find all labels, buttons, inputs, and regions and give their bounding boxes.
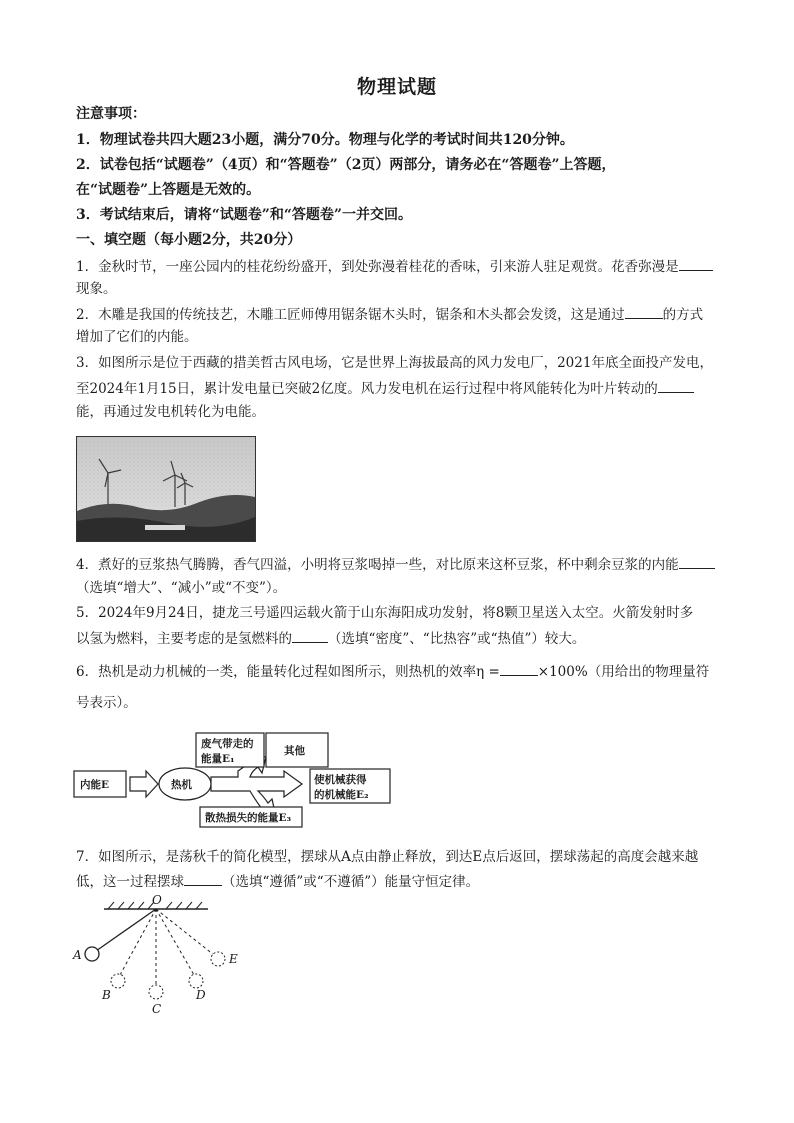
exhaust-label-2: 能量E₁ [201,753,235,765]
q2-text: 2．木雕是我国的传统技艺，木雕工匠师傅用锯条锯木头时，锯条和木头都会发烫，这是通过 [76,307,625,323]
q5-text-b: （选填“密度”、“比热容”或“热值”）较大。 [328,631,586,647]
exhaust-label-1: 废气带走的 [201,738,254,750]
string-d [156,909,194,975]
label-c: C [152,1002,162,1016]
q2-line1 [76,304,703,325]
label-e: E [229,952,238,966]
label-o: O [152,893,162,907]
q6-line2: 号表示）。 [76,695,137,711]
q1-blank [679,256,713,271]
ball-a [85,947,99,961]
output-label-1: 使机械获得 [314,774,367,786]
q7-text: 低，这一过程摆球 [76,874,184,890]
q2-blank [625,304,663,319]
q6-blank [500,661,538,676]
string-a [96,909,156,951]
q4-line2: （选填“增大”、“减小”或“不变”）。 [76,580,287,596]
q6-text: 6．热机是动力机械的一类，能量转化过程如图所示，则热机的效率η = [76,664,500,680]
output-label-2: 的机械能E₂ [314,789,369,801]
input-arrow [130,771,158,797]
q6-text-b: ×100%（用给出的物理量符 [537,664,710,680]
q3-line1: 3．如图所示是位于西藏的措美哲古风电场，它是世界上海拔最高的风力发电厂，2021年底全面投产发电， [76,355,713,371]
input-energy-label: 内能E [80,779,110,791]
q1-line2: 现象。 [76,281,117,297]
ball-d [189,974,203,988]
q5-line2 [76,628,585,649]
q3-text: 至2024年1月15日，累计发电量已突破2亿度。风力发电机在运行过程中将风能转化为叶片转动的 [76,381,658,397]
q7-line1: 7．如图所示，是荡秋千的简化模型，摆球从A点由静止释放，到达E点后返回，摆球荡起的高度会越来越 [76,849,699,865]
q7-blank [184,871,222,886]
q2-line2: 增加了它们的内能。 [76,329,198,345]
label-d: D [196,988,206,1002]
q7-text-b: （选填“遵循”或“不遵循”）能量守恒定律。 [222,874,480,890]
ball-b [111,974,125,988]
note-2-cont: 在“试题卷”上答题是无效的。 [76,182,261,198]
note-1: 1．物理试卷共四大题23小题，满分70分。物理与化学的考试时间共120分钟。 [76,132,574,148]
q7-line2 [76,871,479,892]
q1-line1 [76,256,713,277]
q5-blank [292,628,328,643]
q1-text: 1．金秋时节，一座公园内的桂花纷纷盛开，到处弥漫着桂花的香味，引来游人驻足观赏。花香弥漫是 [76,259,679,275]
page-title: 物理试题 [356,76,437,98]
engine-label: 热机 [171,779,192,791]
q3-line2 [76,378,694,399]
label-a: A [73,948,82,962]
q4-line1 [76,554,715,575]
q2-text-b: 的方式 [662,307,704,323]
q5-line1: 5．2024年9月24日，捷龙三号遥四运载火箭于山东海阳成功发射，将8颗卫星送入太空。火箭发射时多 [76,605,694,621]
q4-text: 4．煮好的豆浆热气腾腾，香气四溢，小明将豆浆喝掉一些，对比原来这杯豆浆，杯中剩余豆浆的内能 [76,557,679,573]
ball-c [149,985,163,999]
wind-farm-photo [76,436,256,542]
heat-loss-label: 散热损失的能量E₃ [205,812,292,824]
notes-heading: 注意事项： [76,106,146,122]
string-e [156,909,214,955]
q3-blank [658,378,694,393]
pendulum-diagram [66,893,256,1025]
string-b [120,909,156,975]
other-label: 其他 [284,745,305,757]
label-b: B [102,988,111,1002]
q5-text: 以氢为燃料，主要考虑的是氢燃料的 [76,631,292,647]
note-2: 2．试卷包括“试题卷”（4页）和“答题卷”（2页）两部分，请务必在“答题卷”上答题， [76,157,616,173]
q3-line3: 能，再通过发电机转化为电能。 [76,404,265,420]
note-3: 3．考试结束后，请将“试题卷”和“答题卷”一并交回。 [76,207,412,223]
ball-e [211,952,225,966]
heat-engine-diagram [70,727,400,833]
section-heading: 一、填空题（每小题2分，共20分） [76,232,302,248]
q6-line1 [76,661,709,682]
q4-blank [679,554,715,569]
